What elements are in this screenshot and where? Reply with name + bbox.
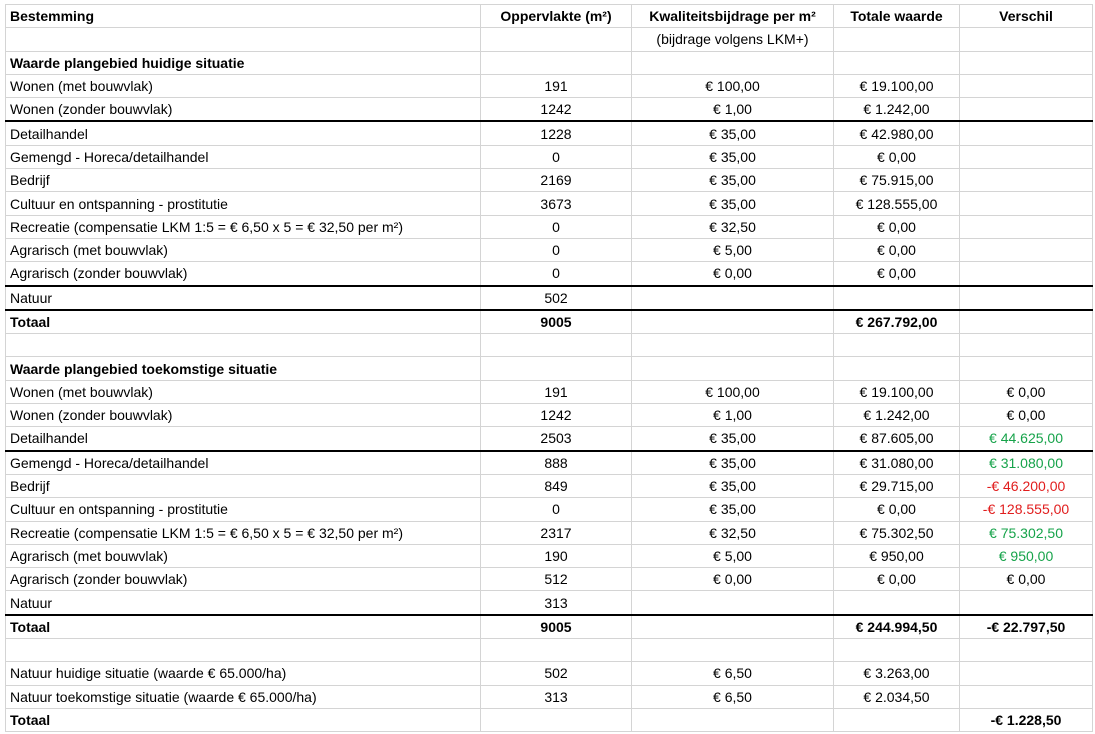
bestemming-cell[interactable]: Agrarisch (zonder bouwvlak) bbox=[6, 568, 481, 591]
totale-waarde-cell[interactable]: € 0,00 bbox=[834, 215, 960, 238]
total-row bbox=[6, 310, 1093, 334]
oppervlakte-cell[interactable]: 0 bbox=[481, 262, 632, 286]
bestemming-cell[interactable]: Bedrijf bbox=[6, 474, 481, 497]
bijdrage-cell[interactable]: € 35,00 bbox=[632, 474, 834, 497]
verschil-cell[interactable] bbox=[960, 286, 1093, 310]
header-oppervlakte[interactable]: Oppervlakte (m²) bbox=[481, 5, 632, 28]
table-row bbox=[6, 169, 1093, 192]
verschil-cell[interactable]: € 0,00 bbox=[960, 404, 1093, 427]
verschil-cell[interactable]: € 31.080,00 bbox=[960, 451, 1093, 475]
verschil-cell[interactable] bbox=[960, 591, 1093, 615]
bijdrage-cell[interactable] bbox=[632, 615, 834, 639]
bestemming-cell[interactable] bbox=[6, 334, 481, 357]
oppervlakte-cell[interactable]: 191 bbox=[481, 380, 632, 403]
oppervlakte-cell[interactable]: 1242 bbox=[481, 98, 632, 122]
verschil-cell[interactable] bbox=[960, 238, 1093, 261]
verschil-cell[interactable] bbox=[960, 685, 1093, 708]
bijdrage-cell[interactable] bbox=[632, 310, 834, 334]
table-row bbox=[6, 451, 1093, 475]
totale-waarde-cell[interactable]: € 3.263,00 bbox=[834, 662, 960, 685]
oppervlakte-cell[interactable] bbox=[481, 708, 632, 731]
oppervlakte-cell[interactable]: 849 bbox=[481, 474, 632, 497]
bijdrage-cell[interactable]: € 35,00 bbox=[632, 121, 834, 145]
table-row bbox=[6, 474, 1093, 497]
header-bestemming[interactable]: Bestemming bbox=[6, 5, 481, 28]
oppervlakte-cell[interactable]: 2317 bbox=[481, 521, 632, 544]
bijdrage-cell[interactable] bbox=[632, 708, 834, 731]
bestemming-cell[interactable]: Recreatie (compensatie LKM 1:5 = € 6,50 x 5 = € 32,50 per m²) bbox=[6, 215, 481, 238]
bijdrage-cell[interactable]: € 35,00 bbox=[632, 498, 834, 521]
bestemming-cell[interactable]: Totaal bbox=[6, 708, 481, 731]
bijdrage-cell[interactable]: € 100,00 bbox=[632, 74, 834, 97]
verschil-cell[interactable]: -€ 22.797,50 bbox=[960, 615, 1093, 639]
totale-waarde-cell[interactable]: € 87.605,00 bbox=[834, 427, 960, 451]
verschil-cell[interactable] bbox=[960, 98, 1093, 122]
oppervlakte-cell[interactable]: 190 bbox=[481, 544, 632, 567]
table-row bbox=[6, 215, 1093, 238]
bijdrage-cell[interactable]: € 1,00 bbox=[632, 98, 834, 122]
table-row bbox=[6, 639, 1093, 662]
bijdrage-cell[interactable] bbox=[632, 51, 834, 74]
verschil-cell[interactable] bbox=[960, 192, 1093, 215]
totale-waarde-cell[interactable]: € 19.100,00 bbox=[834, 74, 960, 97]
bijdrage-cell[interactable]: € 100,00 bbox=[632, 380, 834, 403]
bestemming-cell[interactable]: Detailhandel bbox=[6, 121, 481, 145]
totale-waarde-cell[interactable]: € 950,00 bbox=[834, 544, 960, 567]
bestemming-cell[interactable]: Natuur bbox=[6, 591, 481, 615]
oppervlakte-cell[interactable]: 502 bbox=[481, 662, 632, 685]
bestemming-cell[interactable] bbox=[6, 639, 481, 662]
verschil-cell[interactable]: € 0,00 bbox=[960, 380, 1093, 403]
table-row bbox=[6, 192, 1093, 215]
oppervlakte-cell[interactable]: 2503 bbox=[481, 427, 632, 451]
bijdrage-cell[interactable] bbox=[632, 334, 834, 357]
verschil-cell[interactable]: € 44.625,00 bbox=[960, 427, 1093, 451]
table-row bbox=[6, 498, 1093, 521]
bestemming-cell[interactable] bbox=[6, 28, 481, 51]
oppervlakte-cell[interactable] bbox=[481, 639, 632, 662]
verschil-cell[interactable]: -€ 1.228,50 bbox=[960, 708, 1093, 731]
bijdrage-cell[interactable]: € 35,00 bbox=[632, 145, 834, 168]
spreadsheet-table bbox=[5, 4, 1093, 732]
verschil-cell[interactable] bbox=[960, 169, 1093, 192]
bestemming-cell[interactable]: Totaal bbox=[6, 310, 481, 334]
bestemming-cell[interactable]: Waarde plangebied huidige situatie bbox=[6, 51, 481, 74]
oppervlakte-cell[interactable]: 313 bbox=[481, 685, 632, 708]
oppervlakte-cell[interactable] bbox=[481, 357, 632, 380]
table-row bbox=[6, 357, 1093, 380]
verschil-cell[interactable] bbox=[960, 357, 1093, 380]
table-row bbox=[6, 74, 1093, 97]
verschil-cell[interactable] bbox=[960, 310, 1093, 334]
totale-waarde-cell[interactable]: € 29.715,00 bbox=[834, 474, 960, 497]
verschil-cell[interactable] bbox=[960, 51, 1093, 74]
header-row bbox=[6, 5, 1093, 28]
oppervlakte-cell[interactable] bbox=[481, 51, 632, 74]
bijdrage-cell[interactable]: € 35,00 bbox=[632, 169, 834, 192]
bestemming-cell[interactable]: Agrarisch (met bouwvlak) bbox=[6, 238, 481, 261]
bestemming-cell[interactable]: Wonen (met bouwvlak) bbox=[6, 380, 481, 403]
table-row bbox=[6, 98, 1093, 122]
table-row bbox=[6, 521, 1093, 544]
totale-waarde-cell[interactable]: € 19.100,00 bbox=[834, 380, 960, 403]
totale-waarde-cell[interactable] bbox=[834, 28, 960, 51]
bestemming-cell[interactable]: Cultuur en ontspanning - prostitutie bbox=[6, 192, 481, 215]
header-verschil[interactable]: Verschil bbox=[960, 5, 1093, 28]
bestemming-cell[interactable]: Natuur bbox=[6, 286, 481, 310]
table-row bbox=[6, 334, 1093, 357]
oppervlakte-cell[interactable]: 1242 bbox=[481, 404, 632, 427]
header-kwaliteitsbijdrage[interactable]: Kwaliteitsbijdrage per m² bbox=[632, 5, 834, 28]
totale-waarde-cell[interactable]: € 75.302,50 bbox=[834, 521, 960, 544]
bestemming-cell[interactable]: Gemengd - Horeca/detailhandel bbox=[6, 451, 481, 475]
oppervlakte-cell[interactable]: 3673 bbox=[481, 192, 632, 215]
oppervlakte-cell[interactable] bbox=[481, 334, 632, 357]
bestemming-cell[interactable]: Bedrijf bbox=[6, 169, 481, 192]
verschil-cell[interactable] bbox=[960, 145, 1093, 168]
bestemming-cell[interactable]: Waarde plangebied toekomstige situatie bbox=[6, 357, 481, 380]
bestemming-cell[interactable]: Gemengd - Horeca/detailhandel bbox=[6, 145, 481, 168]
bestemming-cell[interactable]: Natuur toekomstige situatie (waarde € 65.000/ha) bbox=[6, 685, 481, 708]
oppervlakte-cell[interactable]: 0 bbox=[481, 145, 632, 168]
header-totale-waarde[interactable]: Totale waarde bbox=[834, 5, 960, 28]
bestemming-cell[interactable]: Wonen (zonder bouwvlak) bbox=[6, 404, 481, 427]
bijdrage-cell[interactable]: € 5,00 bbox=[632, 544, 834, 567]
bijdrage-cell[interactable]: € 1,00 bbox=[632, 404, 834, 427]
totale-waarde-cell[interactable]: € 0,00 bbox=[834, 498, 960, 521]
total-row bbox=[6, 615, 1093, 639]
bestemming-cell[interactable]: Wonen (met bouwvlak) bbox=[6, 74, 481, 97]
verschil-cell[interactable] bbox=[960, 74, 1093, 97]
oppervlakte-cell[interactable]: 191 bbox=[481, 74, 632, 97]
oppervlakte-cell[interactable]: 1228 bbox=[481, 121, 632, 145]
bijdrage-cell[interactable]: € 35,00 bbox=[632, 192, 834, 215]
table-row bbox=[6, 685, 1093, 708]
verschil-cell[interactable]: € 75.302,50 bbox=[960, 521, 1093, 544]
bijdrage-cell[interactable]: € 0,00 bbox=[632, 568, 834, 591]
totale-waarde-cell[interactable]: € 0,00 bbox=[834, 262, 960, 286]
oppervlakte-cell[interactable]: 888 bbox=[481, 451, 632, 475]
bijdrage-cell[interactable]: (bijdrage volgens LKM+) bbox=[632, 28, 834, 51]
table-row bbox=[6, 662, 1093, 685]
bijdrage-cell[interactable]: € 6,50 bbox=[632, 685, 834, 708]
totale-waarde-cell[interactable]: € 267.792,00 bbox=[834, 310, 960, 334]
verschil-cell[interactable] bbox=[960, 334, 1093, 357]
bestemming-cell[interactable]: Agrarisch (zonder bouwvlak) bbox=[6, 262, 481, 286]
totale-waarde-cell[interactable]: € 2.034,50 bbox=[834, 685, 960, 708]
totale-waarde-cell[interactable]: € 128.555,00 bbox=[834, 192, 960, 215]
bestemming-cell[interactable]: Detailhandel bbox=[6, 427, 481, 451]
bijdrage-cell[interactable]: € 32,50 bbox=[632, 215, 834, 238]
totale-waarde-cell[interactable] bbox=[834, 591, 960, 615]
totale-waarde-cell[interactable] bbox=[834, 708, 960, 731]
verschil-cell[interactable] bbox=[960, 121, 1093, 145]
bijdrage-cell[interactable]: € 0,00 bbox=[632, 262, 834, 286]
table-row bbox=[6, 51, 1093, 74]
totale-waarde-cell[interactable]: € 0,00 bbox=[834, 145, 960, 168]
table-row bbox=[6, 145, 1093, 168]
totale-waarde-cell[interactable]: € 244.994,50 bbox=[834, 615, 960, 639]
table-row bbox=[6, 404, 1093, 427]
verschil-cell[interactable]: -€ 128.555,00 bbox=[960, 498, 1093, 521]
totale-waarde-cell[interactable] bbox=[834, 334, 960, 357]
bestemming-cell[interactable]: Recreatie (compensatie LKM 1:5 = € 6,50 x 5 = € 32,50 per m²) bbox=[6, 521, 481, 544]
verschil-cell[interactable] bbox=[960, 28, 1093, 51]
bijdrage-cell[interactable] bbox=[632, 591, 834, 615]
bestemming-cell[interactable]: Natuur huidige situatie (waarde € 65.000/ha) bbox=[6, 662, 481, 685]
table-row bbox=[6, 427, 1093, 451]
verschil-cell[interactable] bbox=[960, 639, 1093, 662]
oppervlakte-cell[interactable]: 0 bbox=[481, 215, 632, 238]
totale-waarde-cell[interactable]: € 31.080,00 bbox=[834, 451, 960, 475]
verschil-cell[interactable]: -€ 46.200,00 bbox=[960, 474, 1093, 497]
table-row bbox=[6, 286, 1093, 310]
oppervlakte-cell[interactable]: 2169 bbox=[481, 169, 632, 192]
oppervlakte-cell[interactable]: 502 bbox=[481, 286, 632, 310]
bestemming-cell[interactable]: Totaal bbox=[6, 615, 481, 639]
bijdrage-cell[interactable]: € 5,00 bbox=[632, 238, 834, 261]
bijdrage-cell[interactable]: € 32,50 bbox=[632, 521, 834, 544]
bijdrage-cell[interactable] bbox=[632, 286, 834, 310]
table-row bbox=[6, 238, 1093, 261]
verschil-cell[interactable]: € 950,00 bbox=[960, 544, 1093, 567]
table-row bbox=[6, 28, 1093, 51]
table-row bbox=[6, 591, 1093, 615]
verschil-cell[interactable]: € 0,00 bbox=[960, 568, 1093, 591]
oppervlakte-cell[interactable]: 9005 bbox=[481, 310, 632, 334]
oppervlakte-cell[interactable]: 512 bbox=[481, 568, 632, 591]
table-row bbox=[6, 380, 1093, 403]
bijdrage-cell[interactable]: € 35,00 bbox=[632, 427, 834, 451]
oppervlakte-cell[interactable]: 9005 bbox=[481, 615, 632, 639]
totale-waarde-cell[interactable]: € 1.242,00 bbox=[834, 404, 960, 427]
table-row bbox=[6, 708, 1093, 731]
verschil-cell[interactable] bbox=[960, 662, 1093, 685]
table-row bbox=[6, 121, 1093, 145]
totale-waarde-cell[interactable] bbox=[834, 639, 960, 662]
verschil-cell[interactable] bbox=[960, 262, 1093, 286]
totale-waarde-cell[interactable]: € 0,00 bbox=[834, 568, 960, 591]
verschil-cell[interactable] bbox=[960, 215, 1093, 238]
oppervlakte-cell[interactable]: 313 bbox=[481, 591, 632, 615]
table-row bbox=[6, 568, 1093, 591]
totale-waarde-cell[interactable]: € 42.980,00 bbox=[834, 121, 960, 145]
table-row bbox=[6, 544, 1093, 567]
totale-waarde-cell[interactable]: € 75.915,00 bbox=[834, 169, 960, 192]
totale-waarde-cell[interactable] bbox=[834, 357, 960, 380]
bestemming-cell[interactable]: Cultuur en ontspanning - prostitutie bbox=[6, 498, 481, 521]
bestemming-cell[interactable]: Agrarisch (met bouwvlak) bbox=[6, 544, 481, 567]
totale-waarde-cell[interactable]: € 0,00 bbox=[834, 238, 960, 261]
bijdrage-cell[interactable] bbox=[632, 357, 834, 380]
bijdrage-cell[interactable] bbox=[632, 639, 834, 662]
oppervlakte-cell[interactable]: 0 bbox=[481, 238, 632, 261]
oppervlakte-cell[interactable]: 0 bbox=[481, 498, 632, 521]
sheet-body bbox=[6, 28, 1093, 732]
bestemming-cell[interactable]: Wonen (zonder bouwvlak) bbox=[6, 98, 481, 122]
oppervlakte-cell[interactable] bbox=[481, 28, 632, 51]
bijdrage-cell[interactable]: € 6,50 bbox=[632, 662, 834, 685]
totale-waarde-cell[interactable] bbox=[834, 286, 960, 310]
table-row bbox=[6, 262, 1093, 286]
totale-waarde-cell[interactable] bbox=[834, 51, 960, 74]
bijdrage-cell[interactable]: € 35,00 bbox=[632, 451, 834, 475]
totale-waarde-cell[interactable]: € 1.242,00 bbox=[834, 98, 960, 122]
